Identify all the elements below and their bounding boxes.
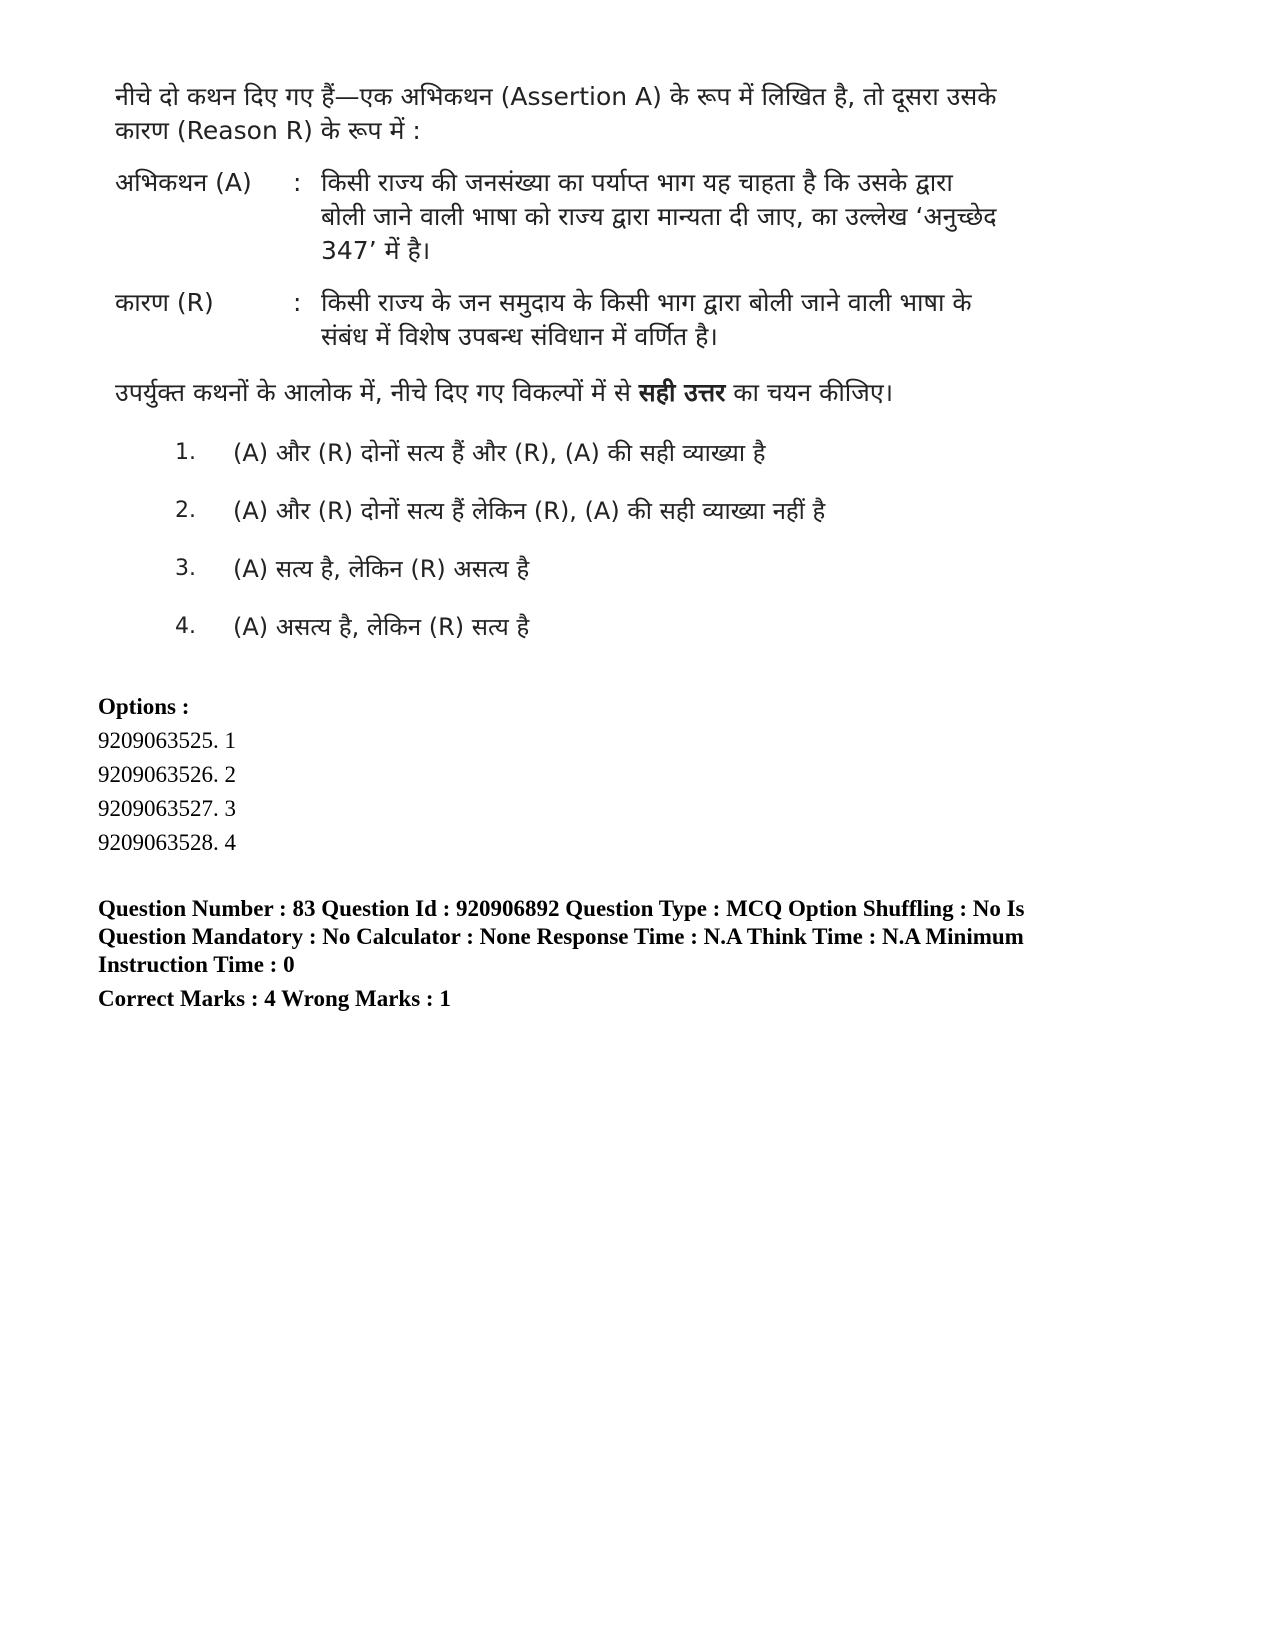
- prompt-before: उपर्युक्त कथनों के आलोक में, नीचे दिए गए विकल्पों में से: [115, 378, 639, 407]
- question-prompt: [115, 376, 1015, 410]
- choice-item: [115, 482, 1015, 540]
- options-title: Options :: [98, 694, 190, 719]
- choice-text: (A) असत्य है, लेकिन (R) सत्य है: [233, 613, 530, 641]
- option-item: 9209063526. 2: [98, 762, 236, 787]
- question-intro: नीचे दो कथन दिए गए हैं—एक अभिकथन (Assertion A) के रूप में लिखित है, तो दूसरा उसके कारण (Reason R) के रूप में :: [115, 82, 997, 145]
- choice-text: (A) और (R) दोनों सत्य हैं लेकिन (R), (A) की सही व्याख्या नहीं है: [233, 497, 826, 525]
- choice-number: 4.: [175, 614, 196, 639]
- assertion-colon: :: [293, 168, 302, 197]
- choice-item: [115, 424, 1015, 482]
- reason-text: किसी राज्य के जन समुदाय के किसी भाग द्वारा बोली जाने वाली भाषा के संबंध में विशेष उपबन्ध संविधान में वर्णित है।: [321, 288, 972, 351]
- question-image-block: [115, 80, 1015, 656]
- choice-text: (A) सत्य है, लेकिन (R) असत्य है: [233, 555, 530, 583]
- question-marks: Correct Marks : 4 Wrong Marks : 1: [98, 986, 451, 1011]
- choice-list: [115, 424, 1015, 656]
- question-meta-block: [98, 895, 1118, 1013]
- assertion-row: [115, 166, 1015, 268]
- options-block: [98, 690, 236, 860]
- prompt-bold: सही उत्तर: [638, 378, 726, 407]
- option-item: 9209063525. 1: [98, 728, 236, 753]
- assertion-label: अभिकथन (A): [115, 168, 252, 197]
- choice-item: [115, 540, 1015, 598]
- prompt-after: का चयन कीजिए।: [725, 378, 894, 407]
- choice-number: 3.: [175, 556, 196, 581]
- question-meta: Question Number : 83 Question Id : 920906892 Question Type : MCQ Option Shuffling : No Is Question Mandatory : No Calculator : None Response Time : N.A Think Time : N.A Minimum Instruction Time : 0: [98, 896, 1025, 977]
- option-item: 9209063528. 4: [98, 830, 236, 855]
- choice-text: (A) और (R) दोनों सत्य हैं और (R), (A) की सही व्याख्या है: [233, 439, 766, 467]
- assertion-text: किसी राज्य की जनसंख्या का पर्याप्त भाग यह चाहता है कि उसके द्वारा बोली जाने वाली भाषा को राज्य द्वारा मान्यता दी जाए, का उल्लेख ‘अनुच्छेद 347’ में है।: [321, 168, 997, 265]
- reason-label: कारण (R): [115, 288, 214, 317]
- option-item: 9209063527. 3: [98, 796, 236, 821]
- reason-row: [115, 286, 1015, 354]
- choice-item: [115, 598, 1015, 656]
- choice-number: 2.: [175, 498, 196, 523]
- reason-colon: :: [293, 288, 302, 317]
- choice-number: 1.: [175, 440, 196, 465]
